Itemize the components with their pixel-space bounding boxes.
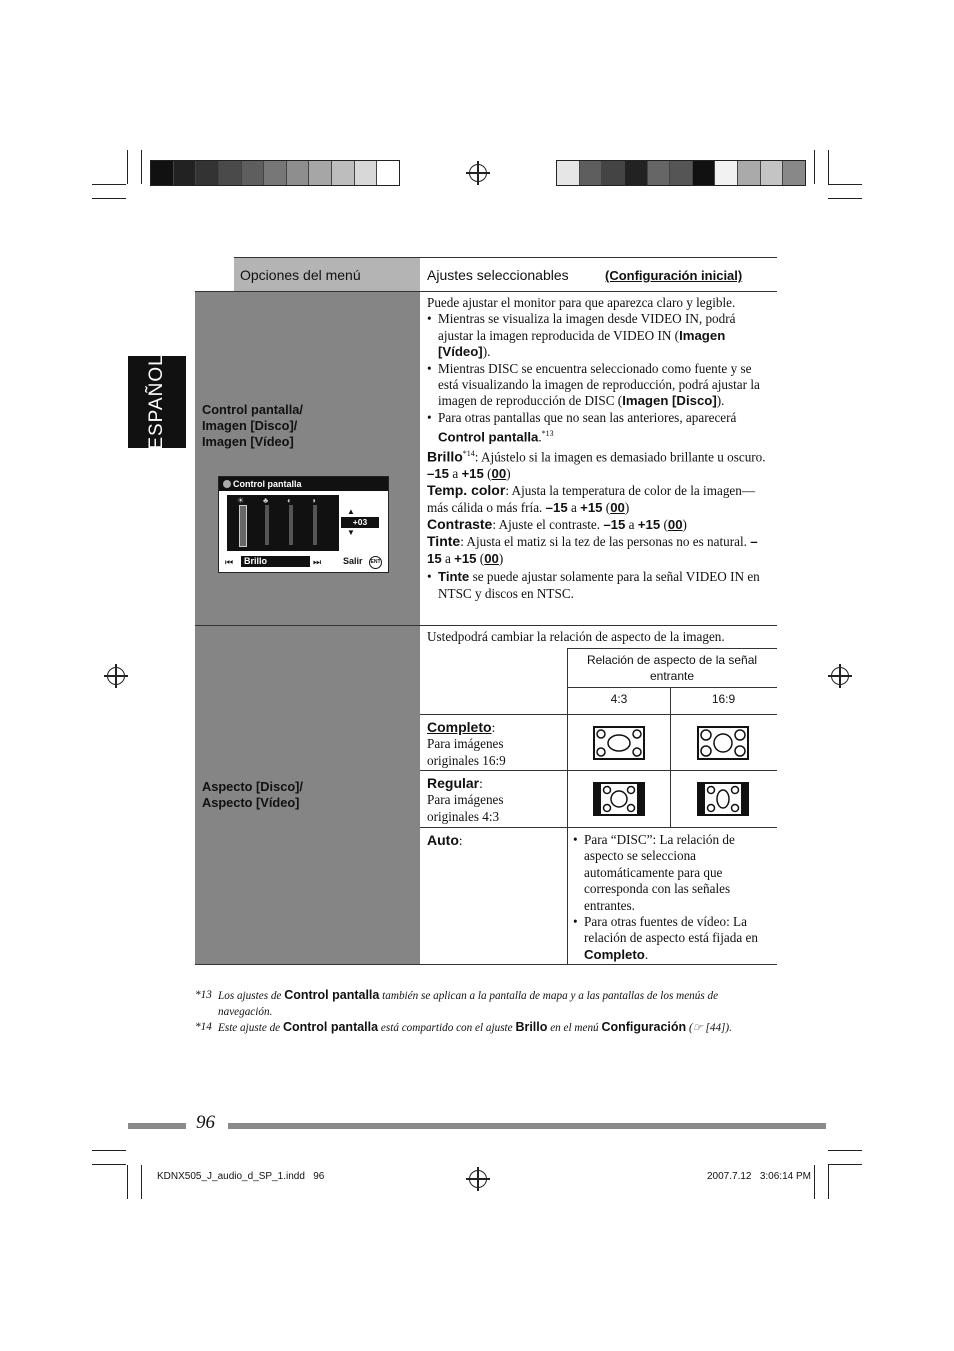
row1-settings	[427, 295, 772, 602]
contraste-setting: Contraste: Ajuste el contraste. –15 a +15 (00)	[427, 516, 687, 533]
crop-mark	[141, 150, 142, 184]
registration-mark-icon	[469, 1170, 487, 1188]
crop-mark	[92, 1164, 126, 1165]
language-tab-label: ESPAÑOL	[146, 354, 167, 450]
col-43: 4:3	[610, 692, 628, 706]
grayscale-bar-left	[150, 160, 400, 186]
completo-43-icon	[593, 726, 645, 760]
row1-intro: Puede ajustar el monitor para que aparezca claro y legible.	[427, 295, 736, 310]
registration-mark-icon	[107, 667, 125, 685]
completo-169-icon	[697, 726, 749, 760]
row1-option-label: Control pantalla/ Imagen [Disco]/ Imagen [Vídeo]	[202, 402, 303, 449]
screen-control-pantalla	[218, 476, 389, 573]
footnote-14: *14 Este ajuste de Control pantalla está compartido con el ajuste Brillo en el menú Configuración (☞ [44]).	[195, 1020, 732, 1034]
auto-cell: Auto:	[427, 832, 463, 848]
sun-icon: ☀	[237, 496, 245, 505]
footnote-13: *13 Los ajustes de Control pantalla también se aplican a la pantalla de mapa y a las pantallas de los menús de navegación.	[195, 988, 719, 1018]
ent-icon: ENT	[369, 556, 382, 569]
crop-mark	[828, 1164, 862, 1165]
crop-mark	[141, 1165, 142, 1199]
row1-bullet: • Mientras DISC se encuentra seleccionado como fuente y se está visualizando la imagen de reproducción, podrá ajustar la imagen de reproducción de DISC (Imagen [Disco]).	[427, 361, 772, 410]
row1-bullet: • Mientras se visualiza la imagen desde VIDEO IN, podrá ajustar la imagen reproducida de VIDEO IN (Imagen [Vídeo]).	[427, 311, 772, 360]
screen-selected: Brillo	[241, 556, 310, 567]
row1-option-cell	[195, 292, 420, 625]
footnotes	[195, 988, 775, 1037]
regular-cell: Regular: Para imágenes originales 4:3	[427, 775, 504, 824]
crop-mark	[92, 198, 126, 199]
crop-mark	[828, 1165, 829, 1199]
crop-mark	[828, 1150, 862, 1151]
header-default: (Configuración inicial)	[605, 268, 743, 283]
print-file: KDNX505_J_audio_d_SP_1.indd 96	[157, 1171, 325, 1182]
screen-title: Control pantalla	[233, 479, 302, 489]
crop-mark	[127, 150, 128, 184]
page-number: 96	[196, 1112, 215, 1133]
crop-mark	[814, 150, 815, 184]
language-tab	[128, 356, 186, 448]
aspect-header: Relación de aspecto de la señal entrante	[586, 653, 758, 683]
screen-value: +03	[341, 517, 379, 528]
color-icon: ♣	[263, 496, 269, 505]
tinte-note: • Tinte se puede ajustar solamente para la señal VIDEO IN en NTSC y discos en NTSC.	[427, 569, 772, 602]
crop-mark	[828, 150, 829, 184]
page-bar-right	[228, 1123, 826, 1129]
crop-mark	[814, 1165, 815, 1199]
registration-mark-icon	[831, 667, 849, 685]
row2-intro: Ustedpodrá cambiar la relación de aspecto de la imagen.	[427, 629, 725, 644]
row2-option-label: Aspecto [Disco]/ Aspecto [Vídeo]	[202, 779, 303, 810]
tint-icon: ◑	[311, 496, 316, 505]
grayscale-bar-right	[556, 160, 806, 186]
screen-exit: Salir	[343, 556, 363, 566]
crop-mark	[92, 184, 126, 185]
tint-slider	[313, 505, 317, 545]
down-arrow-icon: ▼	[347, 528, 355, 537]
header-settings: Ajustes seleccionables	[427, 267, 569, 283]
regular-169-icon	[697, 782, 749, 816]
completo-cell: Completo: Para imágenes originales 16:9	[427, 719, 506, 768]
header-options-cell	[234, 258, 420, 291]
row1-bullet: • Para otras pantallas que no sean las anteriores, aparecerá Control pantalla.$^{*13}$	[427, 410, 772, 446]
crop-mark	[127, 1165, 128, 1199]
row2-option-cell	[195, 626, 420, 964]
prev-icon: ⏮	[225, 557, 234, 567]
contrast-icon: ◐	[287, 496, 292, 505]
tinte-setting: Tinte: Ajusta el matiz si la tez de las personas no es natural. –15 a +15 (00)	[427, 533, 758, 566]
crop-mark	[828, 198, 862, 199]
crop-mark	[92, 1150, 126, 1151]
page-bar-left	[128, 1123, 186, 1129]
contrast-slider	[289, 505, 293, 545]
regular-43-icon	[593, 782, 645, 816]
brillo-setting: Brillo$^{*14}$: Ajústelo si la imagen es demasiado brillante u oscuro. –15 a +15 (00)	[427, 448, 766, 481]
auto-desc: • Para “DISC”: La relación de aspecto se selecciona automáticamente para que corresponda con las señales entrantes. • Para otras fuentes de vídeo: La relación de aspecto está fijada en Completo.	[573, 832, 771, 963]
col-169: 16:9	[711, 692, 736, 706]
temp-slider	[265, 505, 269, 545]
screen-settings-icon	[223, 480, 231, 488]
brillo-slider	[239, 505, 247, 547]
up-arrow-icon: ▲	[347, 507, 355, 516]
crop-mark	[828, 184, 862, 185]
print-date: 2007.7.12 3:06:14 PM	[707, 1171, 811, 1182]
temp-setting: Temp. color: Ajusta la temperatura de color de la imagen—más cálida o más fría. –15 a +15 (00)	[427, 482, 756, 515]
screen-sliders	[227, 495, 339, 551]
registration-mark-icon	[469, 164, 487, 182]
next-icon: ⏭	[313, 557, 322, 567]
header-options: Opciones del menú	[240, 267, 361, 283]
